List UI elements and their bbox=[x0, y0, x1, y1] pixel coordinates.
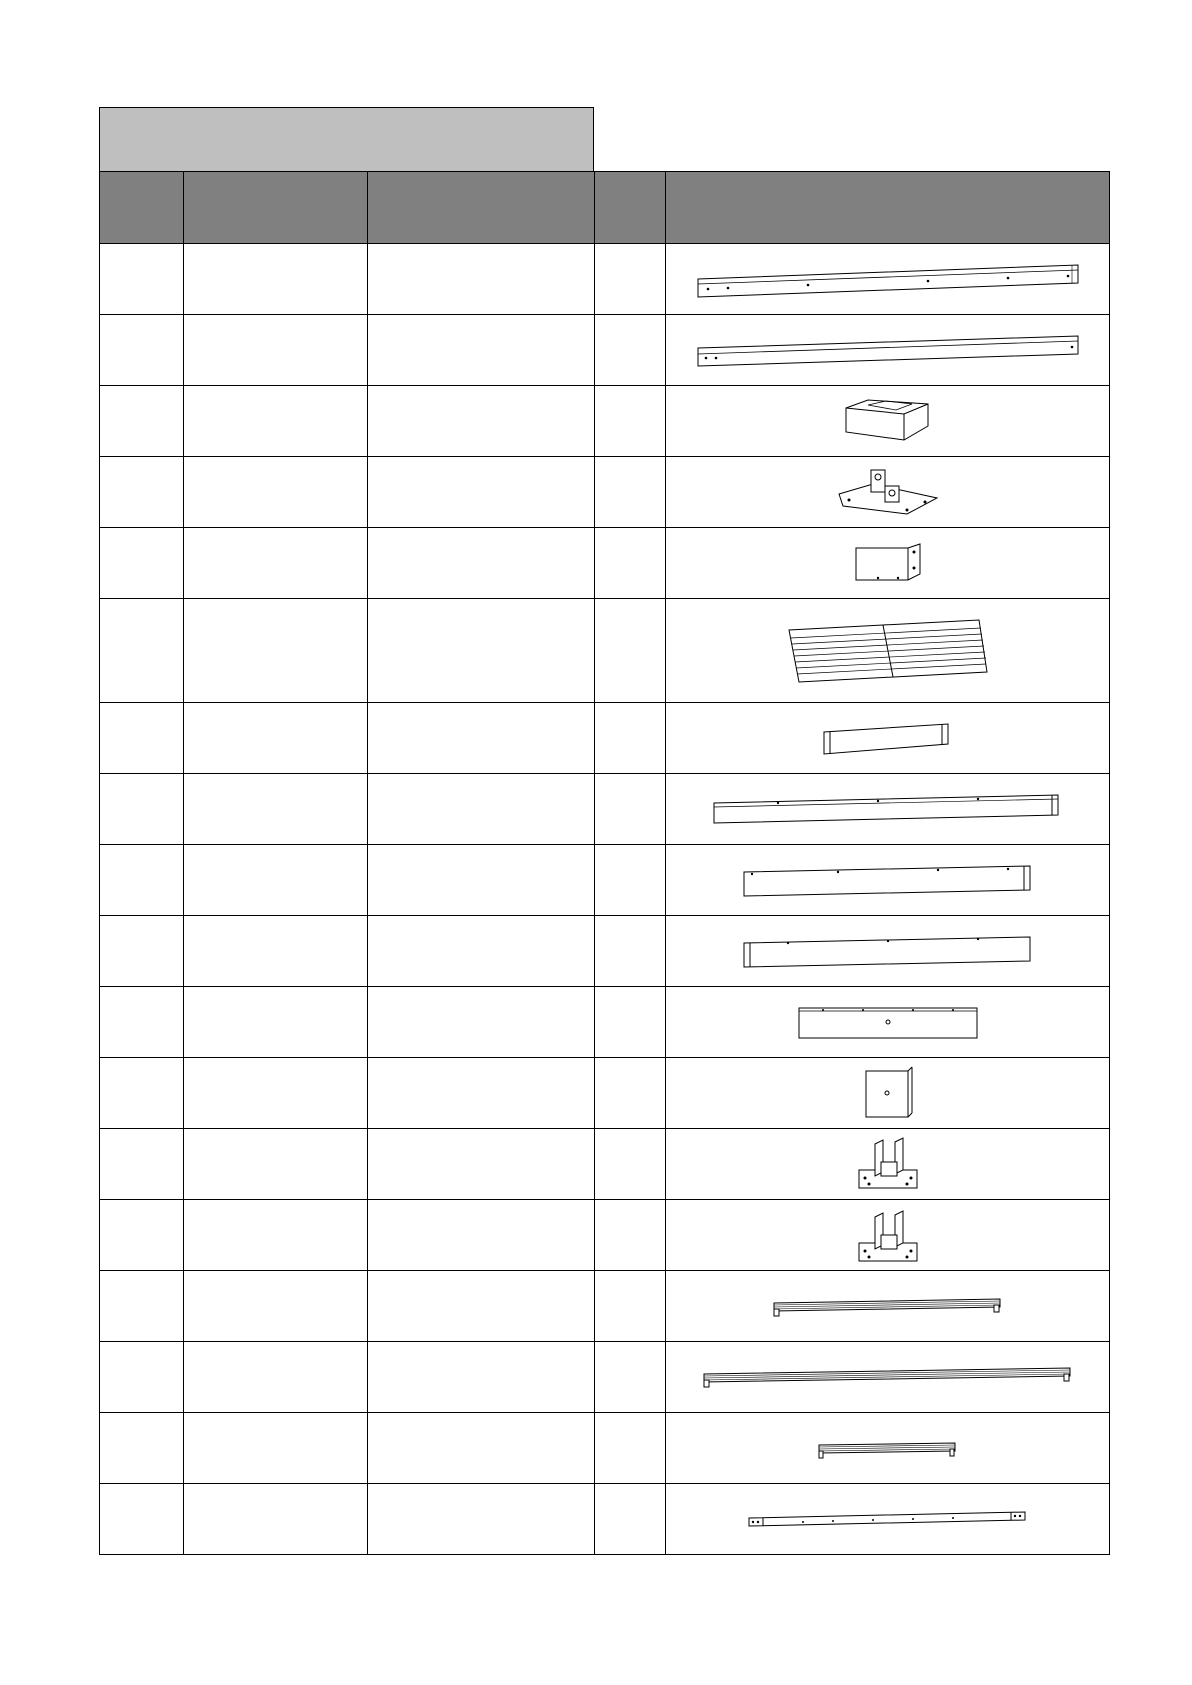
cell-no bbox=[100, 1129, 184, 1200]
channel-plate-icon bbox=[793, 1002, 983, 1042]
cell-name bbox=[184, 1413, 368, 1484]
table-header-row bbox=[100, 172, 1110, 244]
table-row bbox=[100, 386, 1110, 457]
cell-spec bbox=[368, 1271, 595, 1342]
table-row bbox=[100, 774, 1110, 845]
cell-name bbox=[184, 774, 368, 845]
cell-name bbox=[184, 244, 368, 315]
cell-spec bbox=[368, 987, 595, 1058]
column-header-qty bbox=[595, 172, 666, 244]
slatted-rail-icon bbox=[768, 1291, 1008, 1321]
cell-no bbox=[100, 1413, 184, 1484]
cell-name bbox=[184, 528, 368, 599]
cell-picture bbox=[666, 1200, 1110, 1271]
cell-picture bbox=[666, 845, 1110, 916]
cell-picture bbox=[666, 386, 1110, 457]
cell-picture bbox=[666, 774, 1110, 845]
cell-picture bbox=[666, 1129, 1110, 1200]
cell-picture bbox=[666, 1271, 1110, 1342]
short-slatted-rail-icon bbox=[813, 1433, 963, 1463]
cell-qty bbox=[595, 1413, 666, 1484]
short-channel-rail-icon bbox=[818, 718, 958, 758]
cell-name bbox=[184, 386, 368, 457]
table-row bbox=[100, 244, 1110, 315]
cell-name bbox=[184, 916, 368, 987]
cell-picture bbox=[666, 315, 1110, 386]
cell-spec bbox=[368, 845, 595, 916]
cell-qty bbox=[595, 1058, 666, 1129]
cell-qty bbox=[595, 244, 666, 315]
channel-beam-icon bbox=[738, 860, 1038, 900]
cell-spec bbox=[368, 386, 595, 457]
long-slatted-rail-icon bbox=[698, 1362, 1078, 1392]
cell-qty bbox=[595, 457, 666, 528]
cell-picture bbox=[666, 244, 1110, 315]
cell-no bbox=[100, 457, 184, 528]
base-plate-bracket-icon bbox=[833, 464, 943, 520]
perforated-rail-icon bbox=[743, 1504, 1033, 1534]
table-row bbox=[100, 1129, 1110, 1200]
cell-qty bbox=[595, 1200, 666, 1271]
cell-qty bbox=[595, 845, 666, 916]
cell-picture bbox=[666, 1342, 1110, 1413]
cell-name bbox=[184, 1200, 368, 1271]
cell-no bbox=[100, 916, 184, 987]
cell-name bbox=[184, 1342, 368, 1413]
cell-no bbox=[100, 1271, 184, 1342]
slatted-panel-icon bbox=[783, 616, 993, 686]
cell-name bbox=[184, 1058, 368, 1129]
cell-qty bbox=[595, 599, 666, 703]
cell-qty bbox=[595, 1129, 666, 1200]
cell-name bbox=[184, 845, 368, 916]
cell-no bbox=[100, 845, 184, 916]
cell-qty bbox=[595, 1342, 666, 1413]
cell-no bbox=[100, 528, 184, 599]
square-cap-plate-icon bbox=[858, 1063, 918, 1123]
cell-name bbox=[184, 703, 368, 774]
cell-name bbox=[184, 457, 368, 528]
cell-no bbox=[100, 244, 184, 315]
cell-name bbox=[184, 1484, 368, 1555]
u-channel-connector-icon bbox=[848, 540, 928, 586]
cell-name bbox=[184, 315, 368, 386]
table-row bbox=[100, 528, 1110, 599]
long-channel-rail-icon bbox=[688, 330, 1088, 370]
column-header-picture bbox=[666, 172, 1110, 244]
cell-qty bbox=[595, 1484, 666, 1555]
box-bracket-icon bbox=[838, 396, 938, 446]
cell-no bbox=[100, 1484, 184, 1555]
cell-no bbox=[100, 1200, 184, 1271]
table-row bbox=[100, 315, 1110, 386]
cell-qty bbox=[595, 1271, 666, 1342]
long-channel-rail-icon bbox=[688, 259, 1088, 299]
cell-picture bbox=[666, 599, 1110, 703]
column-header-name bbox=[184, 172, 368, 244]
post-base-bracket-icon bbox=[853, 1134, 923, 1194]
table-row bbox=[100, 1342, 1110, 1413]
cell-qty bbox=[595, 703, 666, 774]
cell-picture bbox=[666, 703, 1110, 774]
cell-qty bbox=[595, 386, 666, 457]
cell-picture bbox=[666, 528, 1110, 599]
cell-picture bbox=[666, 987, 1110, 1058]
cell-spec bbox=[368, 1129, 595, 1200]
cell-name bbox=[184, 1271, 368, 1342]
cell-spec bbox=[368, 457, 595, 528]
cell-spec bbox=[368, 1413, 595, 1484]
cell-no bbox=[100, 599, 184, 703]
long-channel-beam-icon bbox=[708, 789, 1068, 829]
column-header-spec bbox=[368, 172, 595, 244]
cell-picture bbox=[666, 916, 1110, 987]
cell-name bbox=[184, 987, 368, 1058]
cell-spec bbox=[368, 774, 595, 845]
cell-spec bbox=[368, 1058, 595, 1129]
cell-spec bbox=[368, 703, 595, 774]
cell-qty bbox=[595, 315, 666, 386]
cell-spec bbox=[368, 599, 595, 703]
table-row bbox=[100, 599, 1110, 703]
cell-qty bbox=[595, 774, 666, 845]
cell-qty bbox=[595, 528, 666, 599]
cell-no bbox=[100, 315, 184, 386]
cell-no bbox=[100, 386, 184, 457]
table-row bbox=[100, 1413, 1110, 1484]
cell-picture bbox=[666, 1484, 1110, 1555]
cell-spec bbox=[368, 315, 595, 386]
cell-picture bbox=[666, 457, 1110, 528]
column-header-no bbox=[100, 172, 184, 244]
cell-no bbox=[100, 774, 184, 845]
cell-no bbox=[100, 703, 184, 774]
cell-spec bbox=[368, 1484, 595, 1555]
table-row bbox=[100, 457, 1110, 528]
cell-no bbox=[100, 1058, 184, 1129]
table-row bbox=[100, 916, 1110, 987]
post-base-bracket-icon bbox=[853, 1205, 923, 1265]
cell-qty bbox=[595, 916, 666, 987]
cell-name bbox=[184, 599, 368, 703]
table-row bbox=[100, 1058, 1110, 1129]
cell-no bbox=[100, 1342, 184, 1413]
cell-name bbox=[184, 1129, 368, 1200]
table-row bbox=[100, 987, 1110, 1058]
table-row bbox=[100, 703, 1110, 774]
parts-list-table bbox=[99, 171, 1110, 1555]
cell-picture bbox=[666, 1413, 1110, 1484]
cell-qty bbox=[595, 987, 666, 1058]
channel-beam-icon bbox=[738, 931, 1038, 971]
cell-spec bbox=[368, 1342, 595, 1413]
table-title-box bbox=[99, 107, 594, 171]
cell-spec bbox=[368, 1200, 595, 1271]
table-row bbox=[100, 1271, 1110, 1342]
cell-no bbox=[100, 987, 184, 1058]
cell-spec bbox=[368, 528, 595, 599]
table-row bbox=[100, 1200, 1110, 1271]
cell-spec bbox=[368, 916, 595, 987]
cell-picture bbox=[666, 1058, 1110, 1129]
cell-spec bbox=[368, 244, 595, 315]
table-row bbox=[100, 845, 1110, 916]
table-row bbox=[100, 1484, 1110, 1555]
